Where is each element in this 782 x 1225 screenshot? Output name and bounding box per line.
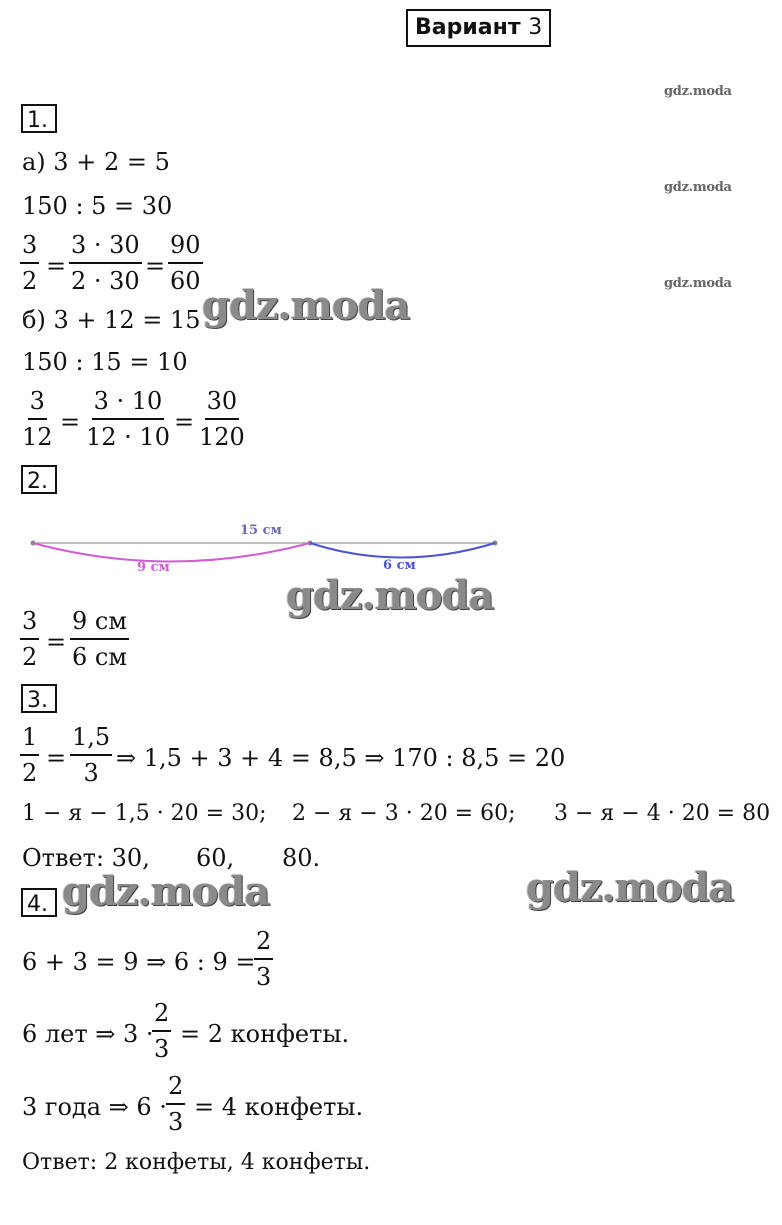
- denominator: 12 · 10: [86, 423, 170, 451]
- right-length-label: 6 см: [383, 558, 416, 573]
- fraction: [168, 230, 203, 296]
- watermark-big: gdz.moda: [526, 864, 734, 911]
- task3-part-3: 3 − я − 4 · 20 = 80: [554, 801, 771, 826]
- denominator: 3: [256, 963, 272, 991]
- numerator: 2: [254, 926, 273, 960]
- task3-chain: ⇒ 1,5 + 3 + 4 = 8,5 ⇒ 170 : 8,5 = 20: [116, 744, 566, 772]
- watermark-small: gdz.moda: [664, 180, 732, 195]
- numerator: 9 см: [70, 606, 129, 640]
- equals-sign: =: [60, 408, 81, 436]
- task1-line-a: а) 3 + 2 = 5: [22, 148, 170, 176]
- denominator: 6 см: [72, 643, 128, 671]
- task3-answer-3: 80.: [282, 844, 321, 872]
- task3-answer-label: Ответ: 30,: [22, 844, 150, 872]
- numerator: 3 · 10: [92, 386, 165, 420]
- denominator: 3: [168, 1108, 184, 1136]
- task4-number: 4.: [21, 888, 57, 917]
- denominator: 2 · 30: [71, 267, 140, 295]
- denominator: 3: [154, 1035, 170, 1063]
- numerator: 90: [168, 230, 203, 264]
- task4-line3-pre: 3 года ⇒ 6 ·: [22, 1093, 167, 1121]
- equals-sign: =: [46, 628, 67, 656]
- numerator: 1: [20, 722, 39, 756]
- task3-part-2: 2 − я − 3 · 20 = 60;: [292, 801, 516, 826]
- watermark-small: gdz.moda: [664, 276, 732, 291]
- watermark-big: gdz.moda: [62, 868, 270, 915]
- numerator: 30: [205, 386, 240, 420]
- fraction: [70, 722, 112, 788]
- variant-title-word: Вариант: [415, 15, 521, 40]
- task1-line-b: б) 3 + 12 = 15: [22, 306, 201, 334]
- fraction: [20, 230, 39, 296]
- equals-sign: =: [46, 252, 67, 280]
- fraction: [20, 386, 55, 452]
- left-brace-arc: [33, 543, 310, 562]
- denominator: 2: [22, 759, 38, 787]
- task1-number: 1.: [21, 104, 57, 133]
- fraction: [254, 926, 273, 992]
- fraction: [69, 230, 142, 296]
- numerator: 3 · 30: [69, 230, 142, 264]
- equals-sign: =: [174, 408, 195, 436]
- task4-line1: 6 + 3 = 9 ⇒ 6 : 9 =: [22, 948, 256, 976]
- variant-title: [406, 9, 551, 47]
- denominator: 2: [22, 643, 38, 671]
- fraction: [152, 998, 171, 1064]
- denominator: 3: [83, 759, 99, 787]
- denominator: 12: [22, 423, 53, 451]
- fraction: [20, 606, 39, 672]
- task4-answer: Ответ: 2 конфеты, 4 конфеты.: [22, 1150, 371, 1175]
- watermark-big: gdz.moda: [286, 572, 494, 619]
- denominator: 60: [170, 267, 201, 295]
- numerator: 1,5: [70, 722, 112, 756]
- equals-sign: =: [145, 252, 166, 280]
- numerator: 2: [166, 1071, 185, 1105]
- total-length-label: 15 см: [240, 523, 282, 538]
- task4-line2-post: = 2 конфеты.: [180, 1020, 350, 1048]
- task1-line-b-div: 150 : 15 = 10: [22, 348, 188, 376]
- fraction: [84, 386, 172, 452]
- variant-title-number: 3: [528, 15, 543, 40]
- fraction: [166, 1071, 185, 1137]
- task3-number: 3.: [21, 684, 57, 713]
- numerator: 3: [20, 230, 39, 264]
- task4-line2-pre: 6 лет ⇒ 3 ·: [22, 1020, 154, 1048]
- task3-answer-2: 60,: [196, 844, 235, 872]
- denominator: 120: [199, 423, 245, 451]
- fraction: [20, 722, 39, 788]
- right-brace-arc: [310, 543, 495, 558]
- numerator: 2: [152, 998, 171, 1032]
- numerator: 3: [28, 386, 47, 420]
- task1-line-a-div: 150 : 5 = 30: [22, 192, 173, 220]
- left-length-label: 9 см: [137, 560, 170, 575]
- fraction: [197, 386, 247, 452]
- segment-diagram: [0, 510, 520, 580]
- numerator: 3: [20, 606, 39, 640]
- denominator: 2: [22, 267, 38, 295]
- fraction: [70, 606, 129, 672]
- watermark-big: gdz.moda: [202, 282, 410, 329]
- watermark-small: gdz.moda: [664, 84, 732, 99]
- task4-line3-post: = 4 конфеты.: [194, 1093, 364, 1121]
- equals-sign: =: [46, 744, 67, 772]
- task3-part-1: 1 − я − 1,5 · 20 = 30;: [22, 801, 267, 826]
- task2-number: 2.: [21, 465, 57, 494]
